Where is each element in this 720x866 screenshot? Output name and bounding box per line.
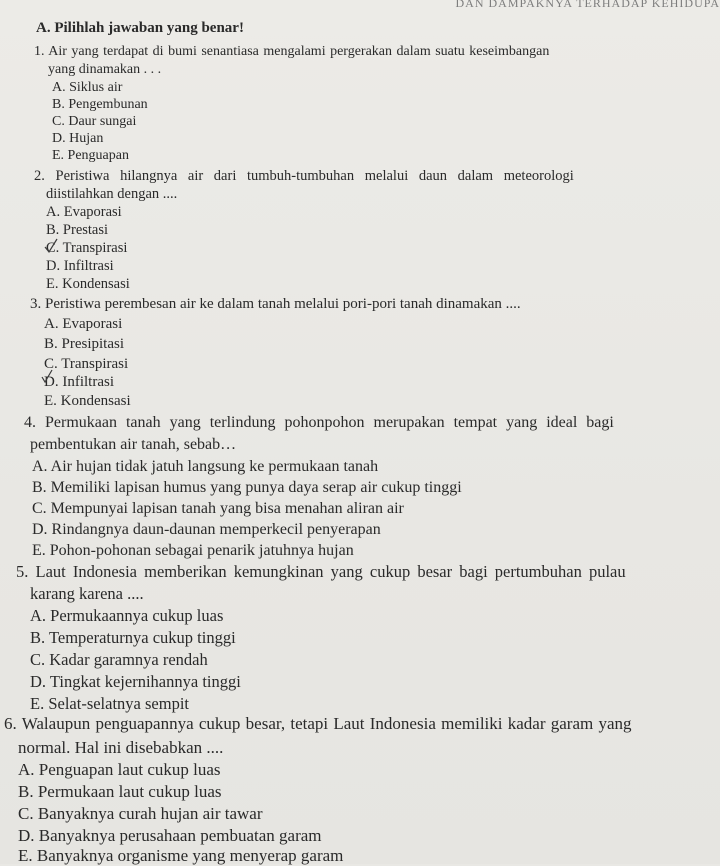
q3-option-b[interactable]: B. Presipitasi	[44, 336, 125, 352]
q5-option-d[interactable]: D. Tingkat kejernihannya tinggi	[30, 672, 241, 691]
question-5-text-cont: karang karena ....	[30, 584, 144, 603]
q2-option-c[interactable]: C. Transpirasi	[46, 240, 128, 256]
q5-option-b[interactable]: B. Temperaturnya cukup tinggi	[30, 628, 236, 647]
question-4-text-cont: pembentukan air tanah, sebab…	[30, 436, 237, 453]
answer-check-mark-icon	[44, 238, 58, 254]
page-header: DAN DAMPAKNYA TERHADAP KEHIDUPA	[455, 0, 720, 10]
q4-option-e[interactable]: E. Pohon-pohonan sebagai penarik jatuhnya hujan	[32, 542, 354, 559]
q4-option-a[interactable]: A. Air hujan tidak jatuh langsung ke permukaan tanah	[32, 458, 379, 475]
q5-option-c[interactable]: C. Kadar garamnya rendah	[30, 650, 208, 669]
q2-option-a[interactable]: A. Evaporasi	[46, 204, 122, 220]
q3-option-c[interactable]: C. Transpirasi	[44, 356, 129, 372]
question-4-text: 4. Permukaan tanah yang terlindung pohonpohon merupakan tempat yang ideal bagi	[24, 414, 614, 431]
question-2-text-cont: diistilahkan dengan ....	[46, 186, 178, 202]
question-3-text: 3. Peristiwa perembesan air ke dalam tanah melalui pori-pori tanah dinamakan ....	[30, 296, 521, 312]
q3-option-a[interactable]: A. Evaporasi	[44, 316, 123, 332]
question-1-text-cont: yang dinamakan . . .	[48, 62, 162, 77]
answer-check-mark-icon	[40, 368, 54, 384]
question-6-text: 6. Walaupun penguapannya cukup besar, tetapi Laut Indonesia memiliki kadar garam yang	[4, 714, 632, 733]
question-1-text: 1. Air yang terdapat di bumi senantiasa mengalami pergerakan dalam suatu keseimbangan	[34, 44, 550, 59]
q5-option-a[interactable]: A. Permukaannya cukup luas	[30, 606, 224, 625]
q4-option-c[interactable]: C. Mempunyai lapisan tanah yang bisa menahan aliran air	[32, 500, 404, 517]
q1-option-b[interactable]: B. Pengembunan	[52, 97, 148, 112]
q6-option-e[interactable]: E. Banyaknya organisme yang menyerap garam	[18, 846, 344, 865]
q6-option-d[interactable]: D. Banyaknya perusahaan pembuatan garam	[18, 826, 322, 845]
q2-option-e[interactable]: E. Kondensasi	[46, 276, 130, 292]
question-2-text: 2. Peristiwa hilangnya air dari tumbuh-tumbuhan melalui daun dalam meteorologi	[34, 168, 574, 184]
q1-option-c[interactable]: C. Daur sungai	[52, 114, 137, 129]
q3-option-d[interactable]: D. Infiltrasi	[44, 374, 114, 390]
q1-option-e[interactable]: E. Penguapan	[52, 148, 129, 163]
q3-option-e[interactable]: E. Kondensasi	[44, 393, 131, 409]
question-5-text: 5. Laut Indonesia memberikan kemungkinan yang cukup besar bagi pertumbuhan pulau	[16, 562, 626, 581]
q6-option-c[interactable]: C. Banyaknya curah hujan air tawar	[18, 804, 263, 823]
q1-option-d[interactable]: D. Hujan	[52, 131, 104, 146]
q4-option-b[interactable]: B. Memiliki lapisan humus yang punya daya serap air cukup tinggi	[32, 479, 462, 496]
q6-option-a[interactable]: A. Penguapan laut cukup luas	[18, 760, 221, 779]
q2-option-d[interactable]: D. Infiltrasi	[46, 258, 114, 274]
q6-option-b[interactable]: B. Permukaan laut cukup luas	[18, 782, 222, 801]
question-6-text-cont: normal. Hal ini disebabkan ....	[18, 738, 224, 757]
q5-option-e[interactable]: E. Selat-selatnya sempit	[30, 694, 189, 713]
q4-option-d[interactable]: D. Rindangnya daun-daunan memperkecil penyerapan	[32, 521, 381, 538]
section-title: A. Pilihlah jawaban yang benar!	[36, 20, 244, 36]
q1-option-a[interactable]: A. Siklus air	[52, 80, 123, 95]
q2-option-b[interactable]: B. Prestasi	[46, 222, 109, 238]
